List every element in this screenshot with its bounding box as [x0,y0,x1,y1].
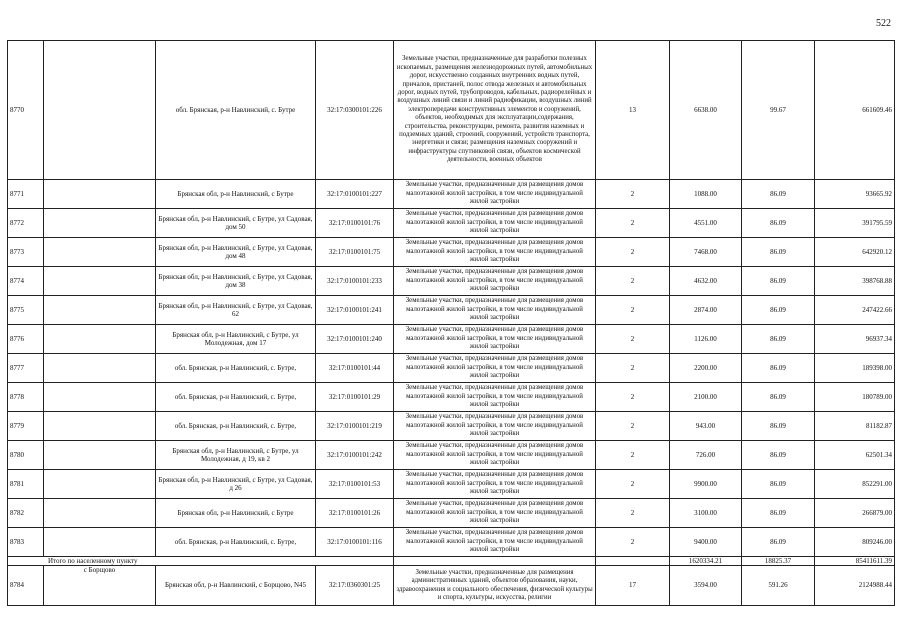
row-address: обл. Брянская, р-н Навлинский, с. Бутре [156,41,316,180]
row-cadastral-number: 32:17:0300101:226 [316,41,394,180]
row-id: 8774 [8,267,44,296]
row-specific-value: 86.09 [742,470,815,499]
row-cadastral-value: 93665.92 [815,180,895,209]
row-cadastral-number: 32:17:0100101:44 [316,354,394,383]
row-specific-value: 86.09 [742,238,815,267]
row-land-use: Земельные участки, предназначенные для размещения домов малоэтажной жилой застройки, в том числе индивидуальной жилой застройки [394,441,596,470]
row-address: Брянская обл, р-н Навлинский, с Бутре, ул Молодежная, д 19, кв 2 [156,441,316,470]
row-cadastral-value: 189398.00 [815,354,895,383]
row-specific-value: 86.09 [742,499,815,528]
row-id: 8778 [8,383,44,412]
row-area: 4551.00 [670,209,742,238]
row-cadastral-value: 247422.66 [815,296,895,325]
row-group-number: 13 [596,41,670,180]
row-area: 2200.00 [670,354,742,383]
row-group-number: 2 [596,209,670,238]
row-group-number: 2 [596,180,670,209]
row-id: 8783 [8,528,44,557]
row-id: 8775 [8,296,44,325]
row-specific-value: 99.67 [742,41,815,180]
row-address: Брянская обл, р-н Навлинский, с Борщово, N45 [156,566,316,606]
row-cadastral-value: 96937.34 [815,325,895,354]
row-id: 8772 [8,209,44,238]
row-land-use: Земельные участки, предназначенные для размещения домов малоэтажной жилой застройки, в том числе индивидуальной жилой застройки [394,238,596,267]
row-address: Брянская обл, р-н Навлинский, с Бутре, ул Садовая, дом 50 [156,209,316,238]
locality-cell [44,296,156,325]
locality-cell [44,354,156,383]
row-group-number: 2 [596,296,670,325]
locality-cell [44,267,156,296]
row-land-use: Земельные участки, предназначенные для размещения домов малоэтажной жилой застройки, в том числе индивидуальной жилой застройки [394,325,596,354]
row-id: 8770 [8,41,44,180]
row-group-number: 2 [596,238,670,267]
row-group-number: 2 [596,441,670,470]
table-body [8,41,895,606]
row-cadastral-value: 81182.87 [815,412,895,441]
row-cadastral-value: 391795.59 [815,209,895,238]
row-cadastral-number: 32:17:0100101:26 [316,499,394,528]
locality-cell [44,238,156,267]
table-row [8,325,895,354]
row-specific-value: 86.09 [742,267,815,296]
row-cadastral-value: 266879.00 [815,499,895,528]
row-address: Брянская обл, р-н Навлинский, с Бутре, ул Молодежная, дом 17 [156,325,316,354]
total-value: 85411611.39 [815,557,895,566]
row-land-use: Земельные участки, предназначенные для размещения домов малоэтажной жилой застройки, в том числе индивидуальной жилой застройки [394,267,596,296]
row-address: обл. Брянская, р-н Навлинский, с. Бутре, [156,528,316,557]
row-address: Брянская обл, р-н Навлинский, с Бутре [156,499,316,528]
row-cadastral-value: 852291.00 [815,470,895,499]
row-cadastral-number: 32:17:0100101:75 [316,238,394,267]
row-land-use: Земельные участки, предназначенные для размещения домов малоэтажной жилой застройки, в том числе индивидуальной жилой застройки [394,499,596,528]
row-area: 1126.00 [670,325,742,354]
total-n-cell [596,557,670,566]
row-cadastral-value: 62501.34 [815,441,895,470]
row-id: 8776 [8,325,44,354]
row-group-number: 17 [596,566,670,606]
table-row [8,238,895,267]
row-group-number: 2 [596,267,670,296]
row-address: Брянская обл, р-н Навлинский, с Бутре, ул Садовая, 62 [156,296,316,325]
row-address: Брянская обл, р-н Навлинский, с Бутре [156,180,316,209]
row-land-use: Земельные участки, предназначенные для размещения домов малоэтажной жилой застройки, в том числе индивидуальной жилой застройки [394,383,596,412]
row-specific-value: 591.26 [742,566,815,606]
table-row [8,296,895,325]
row-id: 8773 [8,238,44,267]
row-specific-value: 86.09 [742,354,815,383]
table-row [8,528,895,557]
table-row [8,441,895,470]
row-area: 3594.00 [670,566,742,606]
row-land-use: Земельные участки, предназначенные для размещения домов малоэтажной жилой застройки, в том числе индивидуальной жилой застройки [394,470,596,499]
row-specific-value: 86.09 [742,325,815,354]
locality-cell [44,441,156,470]
locality-cell [44,41,156,180]
row-address: обл. Брянская, р-н Навлинский, с. Бутре, [156,354,316,383]
row-id: 8779 [8,412,44,441]
total-label: Итого по населенному пункту [8,557,394,566]
row-land-use: Земельные участки, предназначенные для размещения домов малоэтажной жилой застройки, в том числе индивидуальной жилой застройки [394,296,596,325]
total-rate: 18825.37 [742,557,815,566]
row-cadastral-value: 398768.88 [815,267,895,296]
row-specific-value: 86.09 [742,296,815,325]
row-group-number: 2 [596,412,670,441]
total-use-cell [394,557,596,566]
row-land-use: Земельные участки, предназначенные для размещения домов малоэтажной жилой застройки, в том числе индивидуальной жилой застройки [394,180,596,209]
row-area: 943.00 [670,412,742,441]
row-cadastral-number: 32:17:0100101:53 [316,470,394,499]
row-specific-value: 86.09 [742,441,815,470]
locality-cell [44,470,156,499]
row-cadastral-number: 32:17:0100101:116 [316,528,394,557]
table-row [8,180,895,209]
row-cadastral-number: 32:17:0100101:227 [316,180,394,209]
table-row [8,383,895,412]
locality-cell [44,499,156,528]
table-row [8,354,895,383]
row-specific-value: 86.09 [742,180,815,209]
row-area: 6638.00 [670,41,742,180]
locality-cell [44,325,156,354]
row-cadastral-value: 642920.12 [815,238,895,267]
row-cadastral-number: 32:17:0100101:241 [316,296,394,325]
cadastral-value-table [7,40,895,606]
page-number: 522 [876,18,891,29]
locality-name: с Борщово [83,566,116,574]
row-land-use: Земельные участки, предназначенные для размещения домов малоэтажной жилой застройки, в том числе индивидуальной жилой застройки [394,354,596,383]
table-row [8,499,895,528]
row-group-number: 2 [596,499,670,528]
row-cadastral-number: 32:17:0100101:219 [316,412,394,441]
row-area: 726.00 [670,441,742,470]
row-specific-value: 86.09 [742,209,815,238]
row-cadastral-number: 32:17:0360301:25 [316,566,394,606]
locality-cell [44,528,156,557]
locality-total-row [8,557,895,566]
table-row [8,566,895,606]
row-id: 8784 [8,566,44,606]
row-cadastral-number: 32:17:0100101:242 [316,441,394,470]
row-land-use: Земельные участки, предназначенные для размещения административных зданий, объектов образования, науки, здравоохранения и социального обеспечения, физической культуры и спорта, культуры, искусства, религии [394,566,596,606]
row-area: 2874.00 [670,296,742,325]
row-land-use: Земельные участки, предназначенные для размещения домов малоэтажной жилой застройки, в том числе индивидуальной жилой застройки [394,412,596,441]
locality-cell [44,412,156,441]
table-row [8,41,895,180]
row-group-number: 2 [596,325,670,354]
locality-cell [44,383,156,412]
row-area: 1088.00 [670,180,742,209]
row-address: Брянская обл, р-н Навлинский, с Бутре, ул Садовая, д 26 [156,470,316,499]
table-row [8,412,895,441]
row-address: Брянская обл, р-н Навлинский, с Бутре, ул Садовая, дом 48 [156,238,316,267]
row-cadastral-number: 32:17:0100101:76 [316,209,394,238]
row-specific-value: 86.09 [742,528,815,557]
row-specific-value: 86.09 [742,383,815,412]
row-land-use: Земельные участки, предназначенные для размещения домов малоэтажной жилой застройки, в том числе индивидуальной жилой застройки [394,528,596,557]
row-area: 9400.00 [670,528,742,557]
row-group-number: 2 [596,354,670,383]
locality-cell [44,566,156,606]
row-specific-value: 86.09 [742,412,815,441]
row-cadastral-value: 2124988.44 [815,566,895,606]
row-area: 9900.00 [670,470,742,499]
locality-cell [44,180,156,209]
row-cadastral-number: 32:17:0100101:29 [316,383,394,412]
total-area: 1620334.21 [670,557,742,566]
table-row [8,267,895,296]
row-land-use: Земельные участки, предназначенные для размещения домов малоэтажной жилой застройки, в том числе индивидуальной жилой застройки [394,209,596,238]
row-group-number: 2 [596,470,670,499]
row-cadastral-number: 32:17:0100101:233 [316,267,394,296]
row-address: Брянская обл, р-н Навлинский, с Бутре, ул Садовая, дом 38 [156,267,316,296]
row-area: 7468.00 [670,238,742,267]
row-id: 8777 [8,354,44,383]
row-land-use: Земельные участки, предназначенные для разработки полезных ископаемых, размещения железнодорожных путей, автомобильных дорог, искусственно созданных внутренних водных путей, причалов, пристаней, полос отвода железных и автомобильных дорог, водных путей, трубопроводов, кабельных, радиорелейных и воздушных линий связи и линий радиофикации, воздушных линий электропередачи конструктивных элементов и сооружений, объектов, необходимых для эксплуатации,содержания, строительства, реконструкции, ремонта, развития наземных и подземных зданий, строений, сооружений, устройств транспорта, энергетики и связи; размещения наземных сооружений и инфраструктуры спутниковой связи, объектов космической деятельности, военных объектов [394,41,596,180]
row-cadastral-value: 180789.00 [815,383,895,412]
table-row [8,470,895,499]
row-group-number: 2 [596,528,670,557]
row-group-number: 2 [596,383,670,412]
row-id: 8782 [8,499,44,528]
locality-cell [44,209,156,238]
row-cadastral-number: 32:17:0100101:240 [316,325,394,354]
row-address: обл. Брянская, р-н Навлинский, с. Бутре, [156,383,316,412]
row-id: 8771 [8,180,44,209]
row-id: 8780 [8,441,44,470]
table-row [8,209,895,238]
row-cadastral-value: 661609.46 [815,41,895,180]
row-id: 8781 [8,470,44,499]
row-cadastral-value: 809246.00 [815,528,895,557]
row-area: 3100.00 [670,499,742,528]
row-area: 2100.00 [670,383,742,412]
row-area: 4632.00 [670,267,742,296]
row-address: обл. Брянская, р-н Навлинский, с. Бутре, [156,412,316,441]
